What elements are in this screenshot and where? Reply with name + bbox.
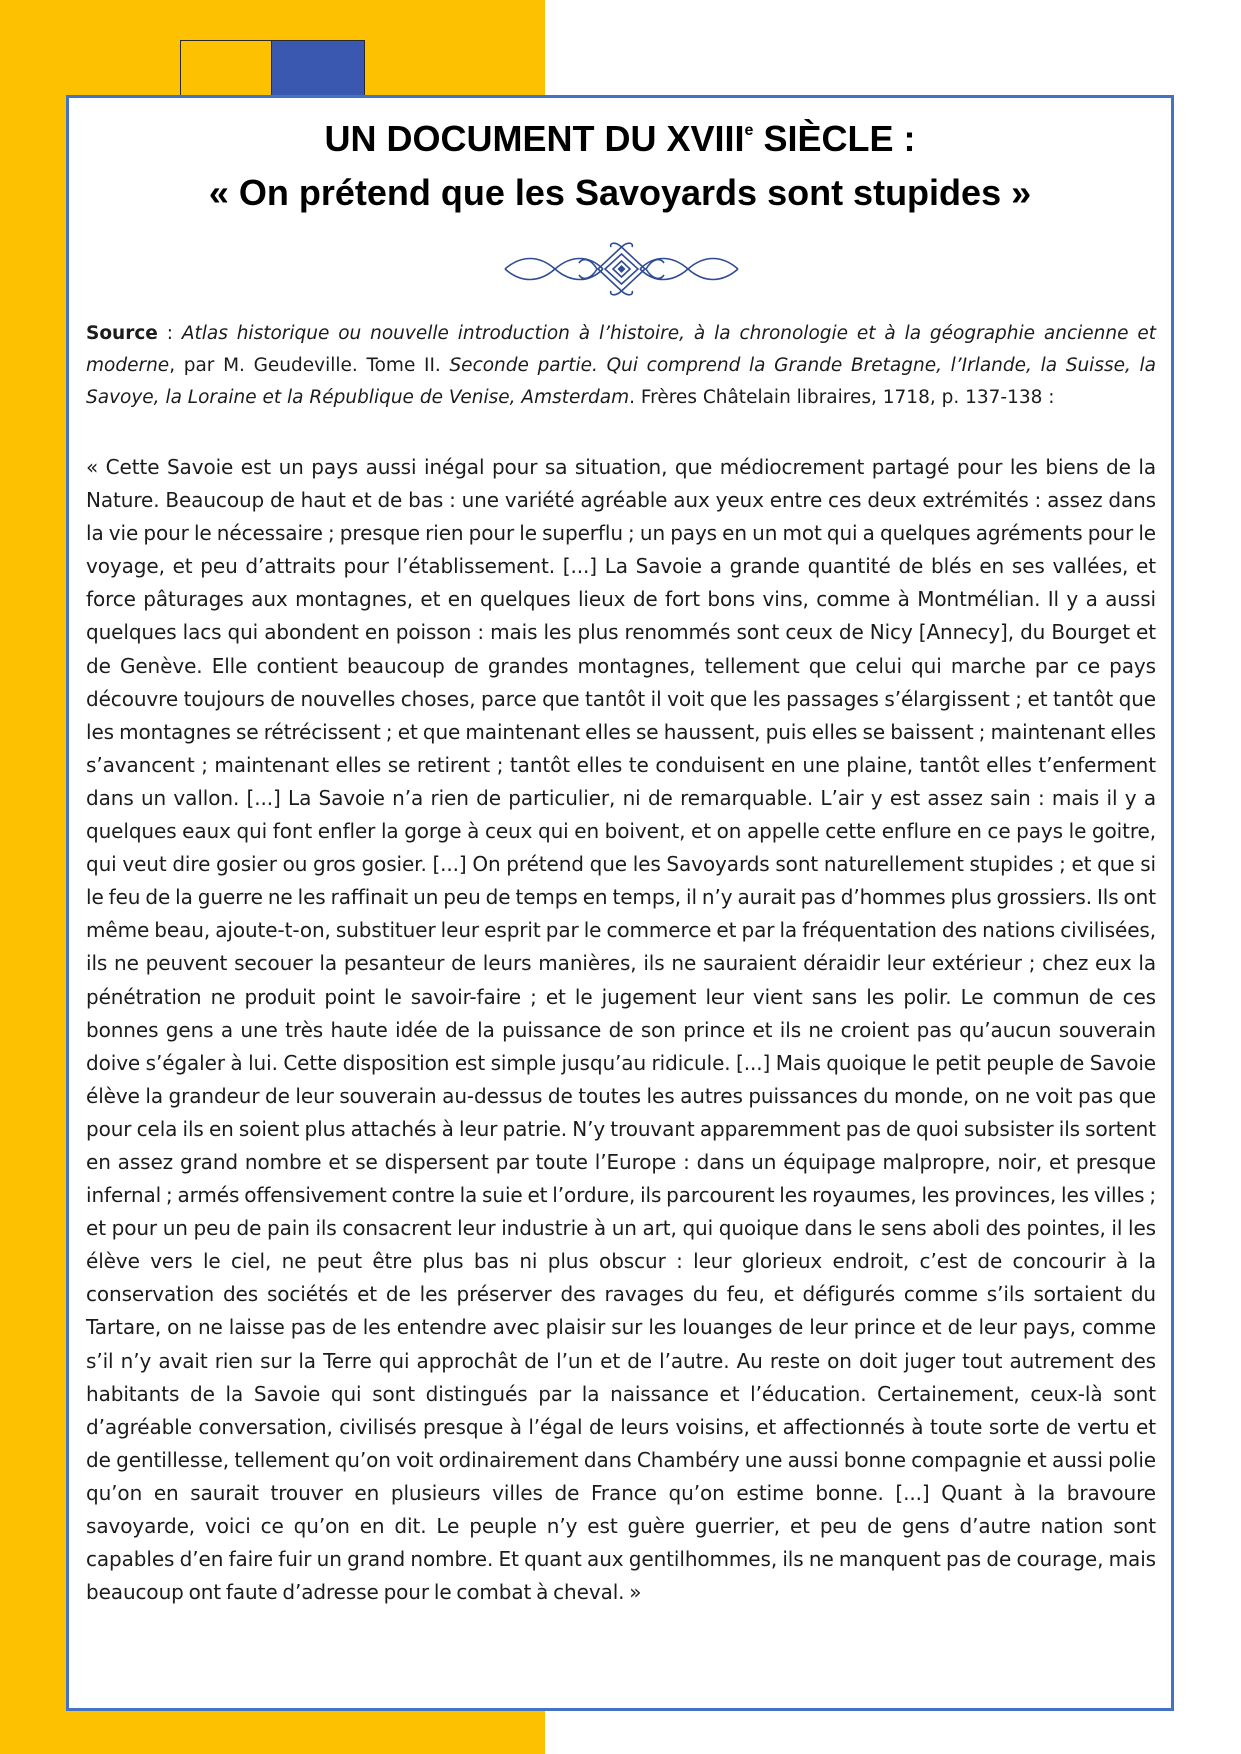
title-line-1-suffix: SIÈCLE : [753, 118, 916, 159]
title-line-1 [69, 112, 1171, 166]
source-part: Seconde partie. Qui comprend la Grande Bretagne, l’Irlande, la Suisse, la Savoye, la Loraine et la République de Venise, Amsterdam [86, 355, 1156, 408]
quoted-text: « Cette Savoie est un pays aussi inégal pour sa situation, que médiocrement partagé pour les biens de la Nature. Beaucoup de haut et de bas : une variété agréable aux yeux entre ces deux extrémités : assez dans la vie pour le nécessaire ; presque rien pour le superflu ; un pays en un mot qui a quelques agréments pour le voyage, et peu d’attraits pour l’établissement. [...] La Savoie a grande quantité de blés en ses vallées, et force pâturages aux montagnes, et en quelques lieux de fort bons vins, comme à Montmélian. Il y a aussi quelques lacs qui abondent en poisson : mais les plus renommés sont ceux de Nicy [Annecy], du Bourget et de Genève. Elle contient beaucoup de grandes montagnes, tellement que celui qui marche par ce pays découvre toujours de nouvelles choses, parce que tantôt il voit que les passages s’élargissent ; et tantôt que les montagnes se rétrécissent ; et que maintenant elles se haussent, puis elles se baissent ; maintenant elles s’avancent ; maintenant elles se retirent ; tantôt elles te conduisent en une plaine, tantôt elles t’enferment dans un vallon. [...] La Savoie n’a rien de particulier, ni de remarquable. L’air y est assez sain : mais il y a quelques eaux qui font enfler la gorge à ceux qui en boivent, et on appelle cette enflure en ce pays le goitre, qui veut dire gosier ou gros gosier. [...] On prétend que les Savoyards sont naturellement stupides ; et que si le feu de la guerre ne les raffinait un peu de temps en temps, il n’y aurait pas d’hommes plus grossiers. Ils ont même beau, ajoute-t-on, substituer leur esprit par le commerce et par la fréquentation des nations civilisées, ils ne peuvent secouer la pesanteur de leurs manières, ils ne sauraient déraidir leur extérieur ; chez eux la pénétration ne produit point le savoir-faire ; et le jugement leur vient sans les polir. Le commun de ces bonnes gens a une très haute idée de la puissance de son prince et ils ne croient pas qu’aucun souverain doive s’égaler à lui. Cette disposition est simple jusqu’au ridicule. [...] Mais quoique le petit peuple de Savoie élève la grandeur de leur souverain au-dessus de toutes les autres puissances du monde, on ne voit pas que pour cela ils en soient plus attachés à leur patrie. N’y trouvant apparemment pas de quoi subsister ils sortent en assez grand nombre et se dispersent par toute l’Europe : dans un équipage malpropre, noir, et presque infernal ; armés offensivement contre la suie et l’ordure, ils parcourent les royaumes, les provinces, les villes ; et pour un peu de pain ils consacrent leur industrie à un art, qui quoique dans le sens aboli des pointes, il les élève vers le ciel, ne peut être plus bas ni plus obscur : leur glorieux endroit, c’est de concourir à la conservation des sociétés et de les préserver des ravages du feu, et défigurés comme s’ils sortaient du Tartare, on ne laisse pas de les entendre avec plaisir sur les louanges de leur prince et de leur pays, comme s’il n’y avait rien sur la Terre qui approchât de l’un et de l’autre. Au reste on doit juger tout autrement des habitants de la Savoie qui sont distingués par la naissance et l’éducation. Certainement, ceux-là sont d’agréable conversation, civilisés presque à l’égal de leurs voisins, et affectionnés à toute sorte de vertu et de gentillesse, tellement qu’on voit ordinairement dans Chambéry une aussi bonne compagnie et aussi polie qu’on en saurait trouver en plusieurs villes de France qu’on estime bonne. [...] Quant à la bravoure savoyarde, voici ce qu’on en dit. Le peuple n’y est guère guerrier, et peu de gens d’autre nation sont capables d’en faire fuir un grand nombre. Et quant aux gentilhommes, ils ne manquent pas de courage, mais beaucoup ont faute d’adresse pour le combat à cheval. » [86, 455, 1156, 1605]
source-citation [86, 318, 1156, 414]
source-work-title: Atlas historique ou nouvelle introduction à l’histoire, à la chronologie et à la géographie ancienne et moderne [86, 323, 1156, 376]
document-frame [66, 95, 1174, 1711]
decorative-flourish-icon [499, 233, 744, 305]
source-author: , par M. Geudeville. Tome II. [169, 355, 450, 376]
title-line-2: « On prétend que les Savoyards sont stupides » [208, 172, 1032, 213]
page-title [69, 112, 1171, 220]
title-line-1-prefix: UN DOCUMENT DU XVIII [324, 118, 745, 159]
source-label: Source [86, 323, 158, 344]
century-superscript: e [744, 122, 754, 139]
source-publisher: . Frères Châtelain libraires, 1718, p. 137-138 : [629, 387, 1055, 408]
source-separator: : [157, 323, 182, 344]
